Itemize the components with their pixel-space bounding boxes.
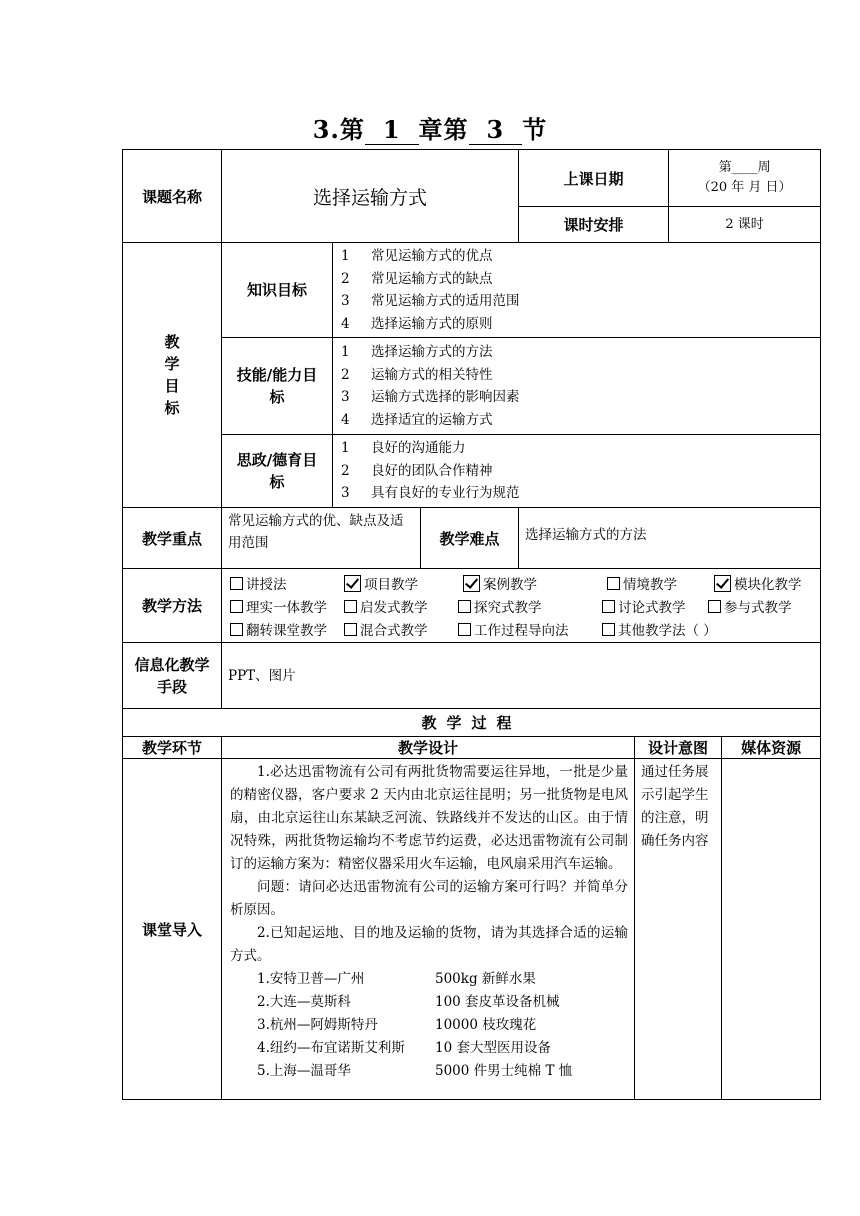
key-points-label: 教学重点 [123, 508, 222, 569]
checkbox-icon[interactable] [344, 623, 357, 636]
method-option[interactable]: 混合式教学 [344, 619, 428, 639]
media-means-value: PPT、图片 [222, 643, 821, 709]
checkbox-checked-icon[interactable] [344, 575, 361, 592]
objectives-label [123, 243, 222, 508]
method-option[interactable]: 项目教学 [344, 573, 418, 593]
methods-label: 教学方法 [123, 569, 222, 643]
checkbox-icon[interactable] [602, 600, 615, 613]
route-row: 4.纽约—布宜诺斯艾利斯 10 套大型医用设备 [257, 1040, 551, 1056]
date-label: 上课日期 [519, 150, 669, 207]
method-option[interactable]: 情境教学 [607, 573, 677, 593]
course-label: 课题名称 [123, 150, 222, 243]
process-header-intent: 设计意图 [635, 737, 722, 759]
method-option[interactable]: 理实一体教学 [230, 596, 327, 616]
chapter-number: 1 [365, 115, 419, 145]
process-media [722, 759, 821, 1100]
schedule-label: 课时安排 [519, 207, 669, 243]
objectives-label-text: 教学目标 [164, 333, 180, 417]
list-item: 4 选择适宜的运输方式 [341, 411, 493, 428]
method-option[interactable]: 工作过程导向法 [458, 619, 569, 639]
moral-list [333, 435, 821, 508]
route-row: 3.杭州—阿姆斯特丹 10000 枝玫瑰花 [257, 1017, 537, 1033]
route-row: 1.安特卫普—广州 500kg 新鲜水果 [257, 971, 536, 987]
method-option[interactable]: 讲授法 [230, 573, 287, 593]
method-option[interactable]: 翻转课堂教学 [230, 619, 327, 639]
page-title [0, 110, 860, 145]
date-week: 第____周 [718, 160, 771, 175]
list-item: 1 选择运输方式的方法 [341, 344, 493, 360]
key-points-value: 常见运输方式的优、缺点及适用范围 [222, 508, 421, 569]
title-prefix: 3.第 [312, 115, 365, 144]
design-paragraph: 1.必达迅雷物流有公司有两批货物需要运往异地，一批是少量的精密仪器，客户要求 2 天内由北京运往昆明；另一批货物是电风扇，由北京运往山东某缺乏河流、铁路线并不发达的山区。由于情况特殊，两批货物运输均不考虑节约运费，必达迅雷物流有公司制订的运输方案为：精密仪器采用火车运输，电风扇采用汽车运输。 [230, 764, 629, 872]
process-stage: 课堂导入 [123, 759, 222, 1100]
method-option[interactable]: 探究式教学 [458, 596, 542, 616]
title-middle: 章第 [418, 115, 469, 144]
method-option[interactable]: 案例教学 [463, 573, 537, 593]
checkbox-icon[interactable] [230, 577, 243, 590]
skill-list [333, 338, 821, 435]
list-item: 2 常见运输方式的缺点 [341, 270, 493, 287]
knowledge-label: 知识目标 [222, 243, 333, 338]
list-item: 3 具有良好的专业行为规范 [341, 485, 520, 502]
skill-label [222, 338, 333, 435]
list-item: 1 常见运输方式的优点 [341, 248, 493, 264]
difficulty-value: 选择运输方式的方法 [519, 508, 821, 569]
title-suffix: 节 [522, 115, 548, 144]
lesson-plan-table [122, 149, 821, 1100]
course-name: 选择运输方式 [222, 150, 519, 243]
list-item: 3 常见运输方式的适用范围 [341, 293, 520, 309]
checkbox-checked-icon[interactable] [714, 575, 731, 592]
design-question: 问题：请问必达迅雷物流有公司的运输方案可行吗？并简单分析原因。 [230, 879, 629, 918]
route-row: 5.上海—温哥华 5000 件男士纯棉 T 恤 [257, 1063, 573, 1079]
media-means-label [123, 643, 222, 709]
process-design [222, 759, 635, 1100]
method-option[interactable]: 讨论式教学 [602, 596, 686, 616]
media-means-label-text: 信息化教学手段 [134, 655, 210, 696]
checkbox-icon[interactable] [230, 600, 243, 613]
method-option[interactable]: 启发式教学 [344, 596, 428, 616]
process-header-media: 媒体资源 [722, 737, 821, 759]
difficulty-label: 教学难点 [421, 508, 519, 569]
list-item: 2 良好的团队合作精神 [341, 462, 493, 479]
moral-label-text: 思政/德育目标 [236, 451, 318, 491]
moral-label [222, 435, 333, 508]
date-value [669, 150, 821, 207]
checkbox-icon[interactable] [708, 600, 721, 613]
list-item: 4 选择运输方式的原则 [341, 315, 493, 332]
knowledge-list [333, 243, 821, 338]
schedule-value: 2 课时 [669, 207, 821, 243]
process-header-design: 教学设计 [222, 737, 635, 759]
route-row: 2.大连—莫斯科 100 套皮革设备机械 [257, 994, 560, 1010]
checkbox-checked-icon[interactable] [463, 575, 480, 592]
list-item: 3 运输方式选择的影响因素 [341, 389, 520, 405]
list-item: 1 良好的沟通能力 [341, 440, 466, 457]
design-paragraph: 2.已知起运地、目的地及运输的货物，请为其选择合适的运输方式。 [230, 925, 629, 964]
date-day: （20 年 月 日） [697, 180, 792, 195]
method-option[interactable]: 模块化教学 [714, 573, 802, 593]
process-intent: 通过任务展示引起学生的注意，明确任务内容 [635, 759, 722, 1100]
process-header-stage: 教学环节 [123, 737, 222, 759]
method-option[interactable]: 其他教学法（ ） [602, 619, 717, 639]
methods-options [222, 569, 821, 643]
skill-label-text: 技能/能力目标 [236, 366, 318, 406]
checkbox-icon[interactable] [344, 600, 357, 613]
checkbox-icon[interactable] [602, 623, 615, 636]
section-number: 3 [469, 115, 523, 145]
checkbox-icon[interactable] [458, 600, 471, 613]
checkbox-icon[interactable] [607, 577, 620, 590]
list-item: 2 运输方式的相关特性 [341, 366, 493, 383]
checkbox-icon[interactable] [458, 623, 471, 636]
method-option[interactable]: 参与式教学 [708, 596, 792, 616]
checkbox-icon[interactable] [230, 623, 243, 636]
process-title: 教学过程 [123, 709, 821, 737]
